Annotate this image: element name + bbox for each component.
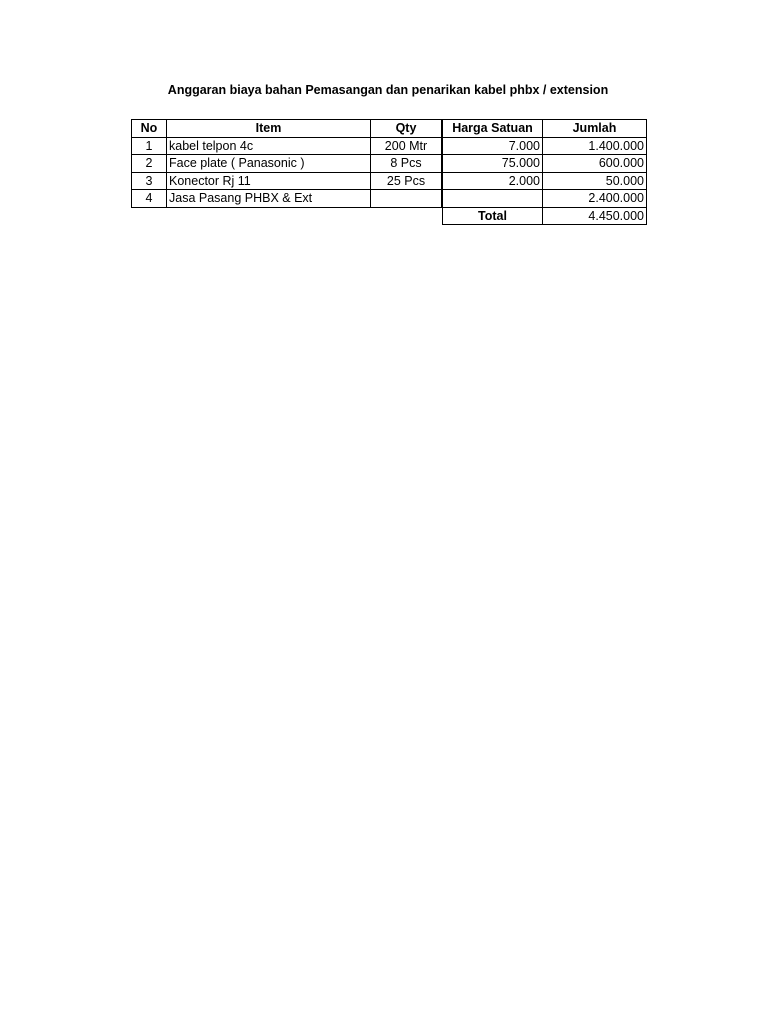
total-row: [132, 207, 647, 225]
row-item: kabel telpon 4c: [167, 137, 371, 155]
header-item: Item: [167, 120, 371, 138]
row-harga: 75.000: [443, 155, 543, 173]
row-no: 2: [132, 155, 167, 173]
row-qty: [371, 190, 442, 208]
row-no: 3: [132, 172, 167, 190]
row-item: Face plate ( Panasonic ): [167, 155, 371, 173]
row-harga: [443, 190, 543, 208]
table-row: [132, 155, 647, 173]
row-jumlah: 1.400.000: [543, 137, 647, 155]
row-jumlah: 50.000: [543, 172, 647, 190]
row-jumlah: 600.000: [543, 155, 647, 173]
total-value: 4.450.000: [543, 207, 647, 225]
table-row: [132, 190, 647, 208]
row-no: 1: [132, 137, 167, 155]
row-qty: 200 Mtr: [371, 137, 442, 155]
header-no: No: [132, 120, 167, 138]
header-harga-satuan: Harga Satuan: [443, 120, 543, 138]
row-no: 4: [132, 190, 167, 208]
row-qty: 8 Pcs: [371, 155, 442, 173]
row-item: Konector Rj 11: [167, 172, 371, 190]
row-item: Jasa Pasang PHBX & Ext: [167, 190, 371, 208]
document-title: Anggaran biaya bahan Pemasangan dan penarikan kabel phbx / extension: [167, 83, 609, 97]
row-harga: 2.000: [443, 172, 543, 190]
row-harga: 7.000: [443, 137, 543, 155]
row-qty: 25 Pcs: [371, 172, 442, 190]
budget-table: [131, 119, 647, 225]
header-jumlah: Jumlah: [543, 120, 647, 138]
table-header-row: [132, 120, 647, 138]
total-label: Total: [443, 207, 543, 225]
row-jumlah: 2.400.000: [543, 190, 647, 208]
table-row: [132, 172, 647, 190]
header-qty: Qty: [371, 120, 442, 138]
table-row: [132, 137, 647, 155]
